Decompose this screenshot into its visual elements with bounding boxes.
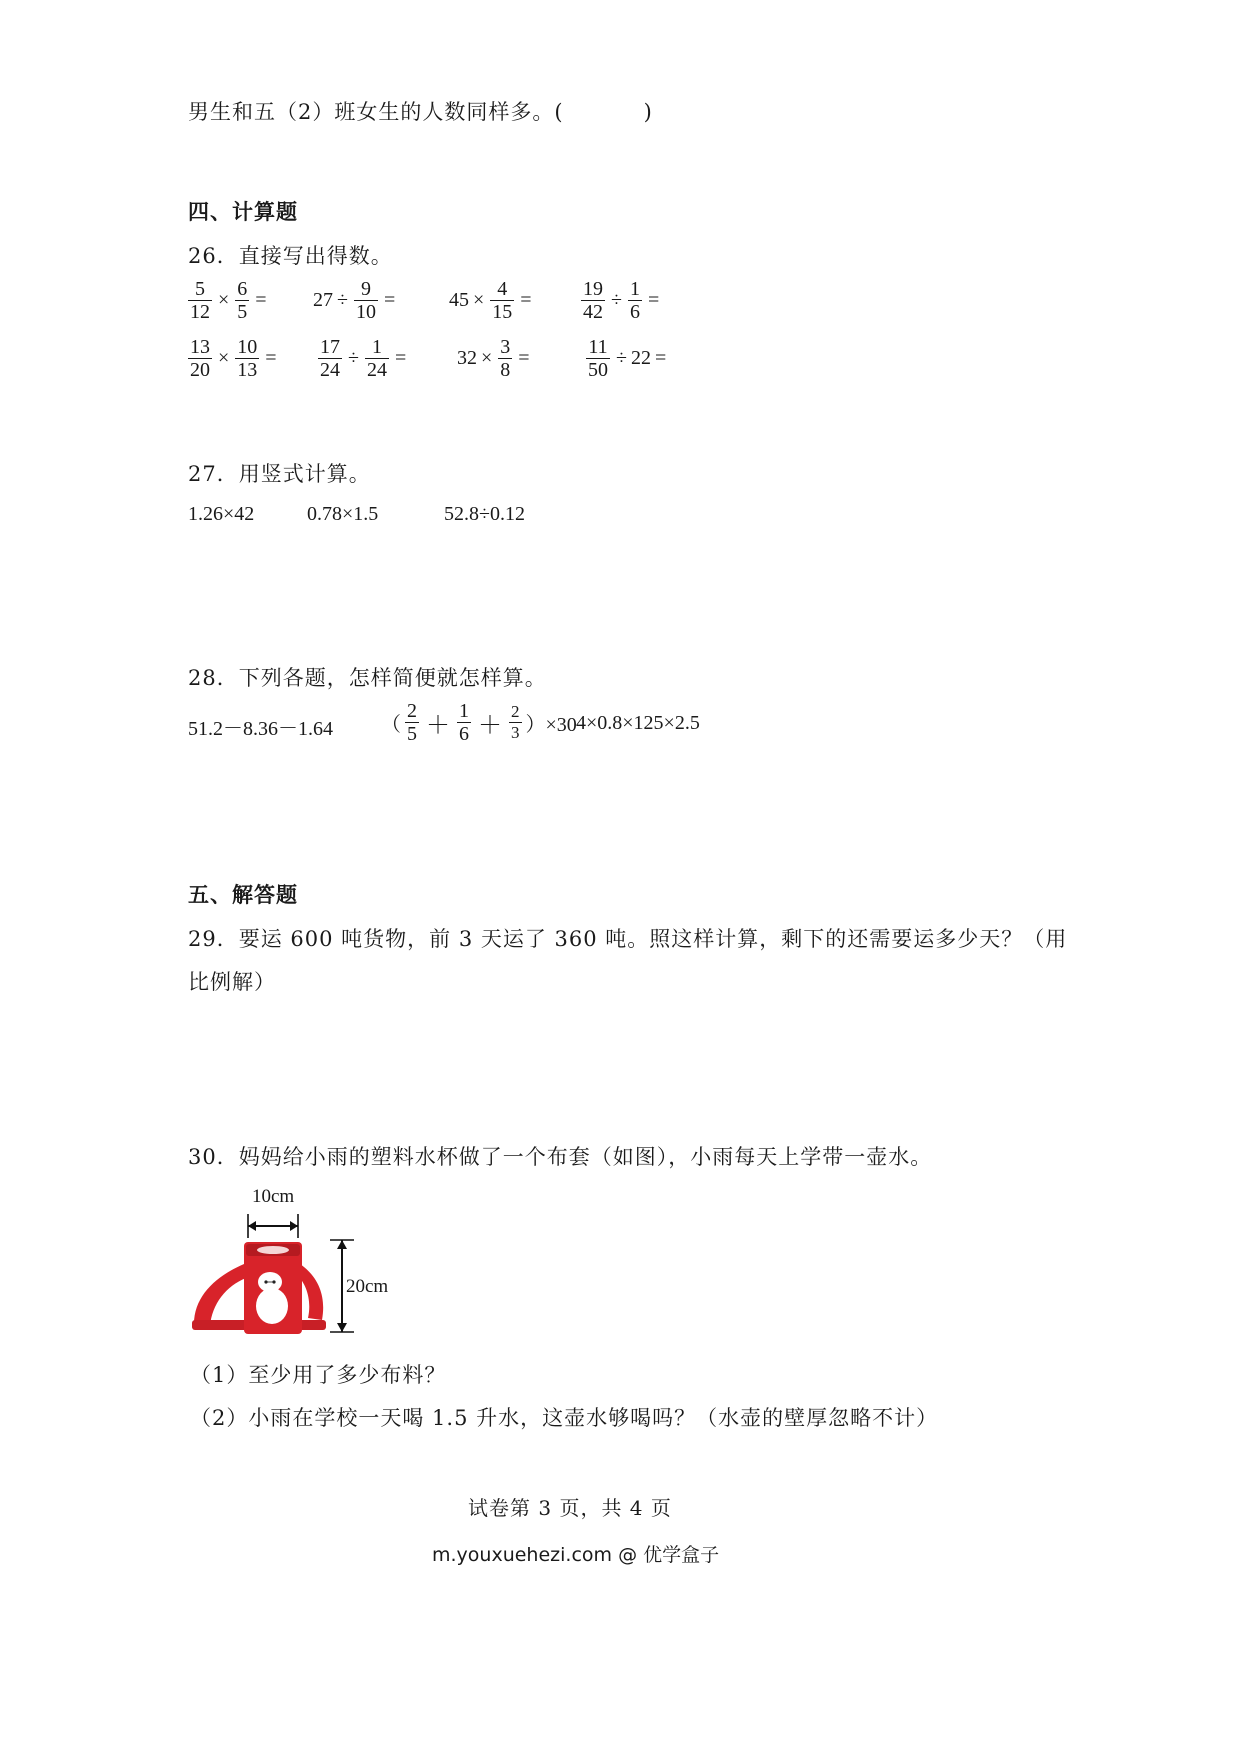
q27-item-2: 0.78×1.5 <box>307 503 379 525</box>
fraction: $\frac{10}{13}$ <box>237 336 258 381</box>
height-label: 20cm <box>346 1276 389 1297</box>
equals: = <box>394 347 407 369</box>
q30-sub-1: （1）至少用了多少布料？ <box>190 1363 447 1387</box>
section-title-calc: 四、计算题 <box>188 199 298 224</box>
equals: = <box>265 347 277 369</box>
page-footer: 试卷第 3 页，共 4 页 <box>468 1496 672 1520</box>
q26-expr-4 <box>579 278 661 323</box>
q26-expr-6 <box>316 336 408 381</box>
bottle-bag-illustration <box>186 1186 406 1338</box>
q27-prompt: 27．用竖式计算。 <box>188 462 371 486</box>
operand: 45 <box>449 289 469 311</box>
q26-expr-5 <box>186 336 279 381</box>
carryover-line <box>188 96 653 126</box>
operand: 27 <box>313 289 333 311</box>
fraction: $\frac{9}{10}$ <box>355 278 376 323</box>
fraction: $\frac{4}{15}$ <box>492 278 513 323</box>
plus-sign: ＋ <box>478 713 502 739</box>
q28-item-2 <box>381 700 577 745</box>
q29-line-2: 比例解） <box>188 970 276 994</box>
cup-cover-figure <box>186 1186 406 1338</box>
carryover-text: 男生和五（2）班女生的人数同样多。( <box>188 100 564 124</box>
paren-open: （ <box>381 714 401 736</box>
q26-prompt: 26．直接写出得数。 <box>188 244 393 268</box>
fraction: $\frac{1}{24}$ <box>366 336 387 381</box>
operand: 32 <box>457 347 477 369</box>
q27-item-1: 1.26×42 <box>188 503 255 525</box>
q30-sub-2: （2）小雨在学校一天喝 1.5 升水，这壶水够喝吗？（水壶的壁厚忽略不计） <box>190 1406 939 1430</box>
fraction: $\frac{1}{6}$ <box>629 278 640 323</box>
site-watermark[interactable]: m.youxuehezi.com @ 优学盒子 <box>432 1544 720 1566</box>
operand: 22 <box>630 347 651 369</box>
fraction: $\frac{2}{3}$ <box>511 702 520 742</box>
operator: ÷ <box>348 347 359 369</box>
fraction: $\frac{6}{5}$ <box>237 278 248 323</box>
operator: ÷ <box>616 347 627 369</box>
operator: ÷ <box>611 289 622 311</box>
q28-item-1: 51.2－8.36－1.64 <box>188 718 333 740</box>
fraction: $\frac{1}{6}$ <box>459 700 469 745</box>
equals: = <box>654 347 667 369</box>
operator: × <box>218 347 230 369</box>
q27-item-3: 52.8÷0.12 <box>444 503 525 525</box>
q30-prompt: 30．妈妈给小雨的塑料水杯做了一个布套（如图），小雨每天上学带一壶水。 <box>188 1145 933 1169</box>
equals: = <box>647 289 660 311</box>
fraction: $\frac{3}{8}$ <box>500 336 511 381</box>
fraction: $\frac{17}{24}$ <box>320 336 340 381</box>
q29-line-1: 29．要运 600 吨货物，前 3 天运了 360 吨。照这样计算，剩下的还需要运多少天？（用 <box>188 927 1068 951</box>
fraction: $\frac{2}{5}$ <box>407 700 417 745</box>
fraction: $\frac{11}{50}$ <box>588 336 608 381</box>
q26-expr-8 <box>584 336 668 381</box>
fraction: $\frac{19}{42}$ <box>583 278 603 323</box>
operator: × <box>473 289 485 311</box>
section-title-answer: 五、解答题 <box>188 882 298 907</box>
plus-sign: ＋ <box>426 713 450 739</box>
equals: = <box>518 347 530 369</box>
fraction: $\frac{5}{12}$ <box>190 278 210 323</box>
operator: ÷ <box>337 289 348 311</box>
q28-item-3: 4×0.8×125×2.5 <box>576 712 700 734</box>
q26-expr-3 <box>449 278 534 323</box>
operator: × <box>481 347 493 369</box>
width-label: 10cm <box>252 1186 295 1207</box>
fraction: $\frac{13}{20}$ <box>190 336 210 381</box>
q28-prompt: 28．下列各题，怎样简便就怎样算。 <box>188 666 547 690</box>
q26-expr-7 <box>457 336 532 381</box>
paren-close-times: ）×30 <box>525 714 577 736</box>
equals: = <box>520 289 532 311</box>
q26-expr-1 <box>186 278 269 323</box>
q26-expr-2 <box>313 278 397 323</box>
equals: = <box>255 289 267 311</box>
equals: = <box>383 289 396 311</box>
operator: × <box>218 289 230 311</box>
carryover-close: ) <box>643 100 653 124</box>
